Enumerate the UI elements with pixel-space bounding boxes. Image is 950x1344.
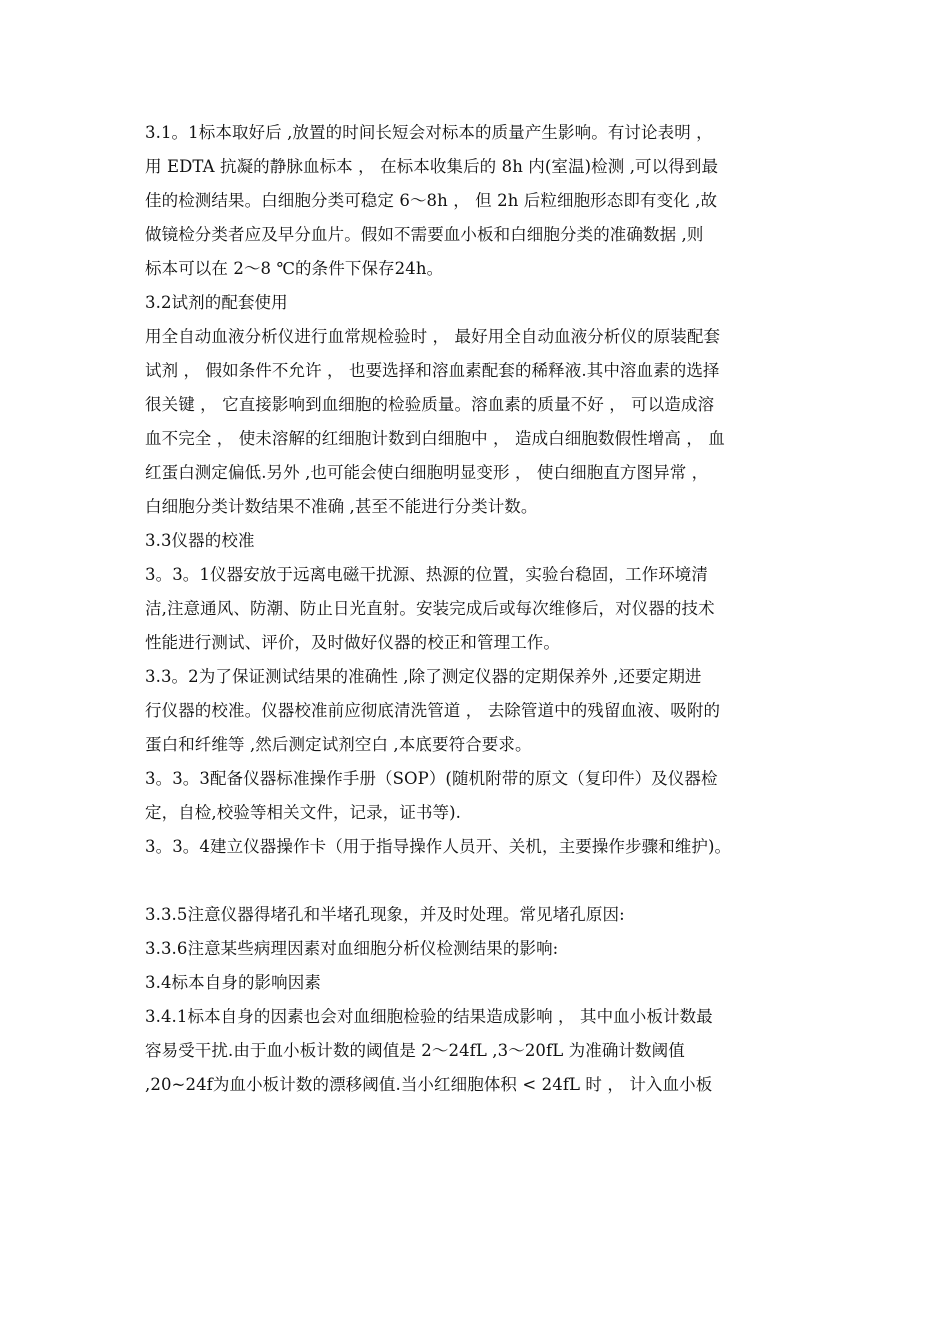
text-line: 蛋白和纤维等 ,然后测定试剂空白 ,本底要符合要求。 [145,735,532,754]
text-line: 3。3。3配备仪器标准操作手册（SOP）(随机附带的原文（复印件）及仪器检 [145,769,718,788]
text-line: 行仪器的校准。仪器校准前应彻底清洗管道 ， 去除管道中的残留血液、吸附的 [145,701,721,720]
text-line: 3.3.5注意仪器得堵孔和半堵孔现象，并及时处理。常见堵孔原因: [145,905,625,924]
text-line: 白细胞分类计数结果不准确 ,甚至不能进行分类计数。 [145,497,538,516]
text-line: 3.3。2为了保证测试结果的准确性 ,除了测定仪器的定期保养外 ,还要定期进 [145,667,702,686]
text-line: 洁,注意通风、防潮、防止日光直射。安装完成后或每次维修后，对仪器的技术 [145,599,715,618]
text-line: 佳的检测结果。白细胞分类可稳定 6～8h ， 但 2h 后粒细胞形态即有变化 ,故 [145,191,718,210]
section-heading: 3.4标本自身的影响因素 [145,973,321,992]
text-line: 3。3。1仪器安放于远离电磁干扰源、热源的位置，实验台稳固，工作环境清 [145,565,708,584]
text-line: 用全自动血液分析仪进行血常规检验时 ， 最好用全自动血液分析仪的原装配套 [145,327,721,346]
text-line: 3。3。4建立仪器操作卡（用于指导操作人员开、关机，主要操作步骤和维护)。 [145,837,732,856]
document-page [145,116,825,1102]
text-line: 血不完全 ， 使未溶解的红细胞计数到白细胞中 ， 造成白细胞数假性增高 ， 血 [145,429,725,448]
text-line: 定，自检,校验等相关文件，记录，证书等). [145,803,462,822]
text-line: 3.4.1标本自身的因素也会对血细胞检验的结果造成影响 ， 其中血小板计数最 [145,1007,713,1026]
text-line: 标本可以在 2～8 ℃的条件下保存24h。 [145,259,444,278]
text-line: 用 EDTA 抗凝的静脉血标本 ， 在标本收集后的 8h 内(室温)检测 ,可以得到最 [145,157,719,176]
text-line: 红蛋白测定偏低.另外 ,也可能会使白细胞明显变形 ， 使白细胞直方图异常 ， [145,463,709,482]
section-heading: 3.3仪器的校准 [145,531,255,550]
text-line: 3.3.6注意某些病理因素对血细胞分析仪检测结果的影响: [145,939,559,958]
text-line: 容易受干扰.由于血小板计数的阈值是 2～24fL ,3～20fL 为准确计数阈值 [145,1041,685,1060]
text-line: 做镜检分类者应及早分血片。假如不需要血小板和白细胞分类的准确数据 ,则 [145,225,704,244]
section-heading: 3.2试剂的配套使用 [145,293,288,312]
text-line: 性能进行测试、评价，及时做好仪器的校正和管理工作。 [145,633,560,652]
text-line: ,20~24f为血小板计数的漂移阈值.当小红细胞体积 < 24fL 时 ， 计入血小板 [145,1075,713,1094]
text-line: 3.1。1标本取好后 ,放置的时间长短会对标本的质量产生影响。有讨论表明 ， [145,123,713,142]
text-line: 很关键 ， 它直接影响到血细胞的检验质量。溶血素的质量不好 ， 可以造成溶 [145,395,715,414]
blank-line [145,864,825,898]
text-line: 试剂 ， 假如条件不允许 ， 也要选择和溶血素配套的稀释液.其中溶血素的选择 [145,361,720,380]
